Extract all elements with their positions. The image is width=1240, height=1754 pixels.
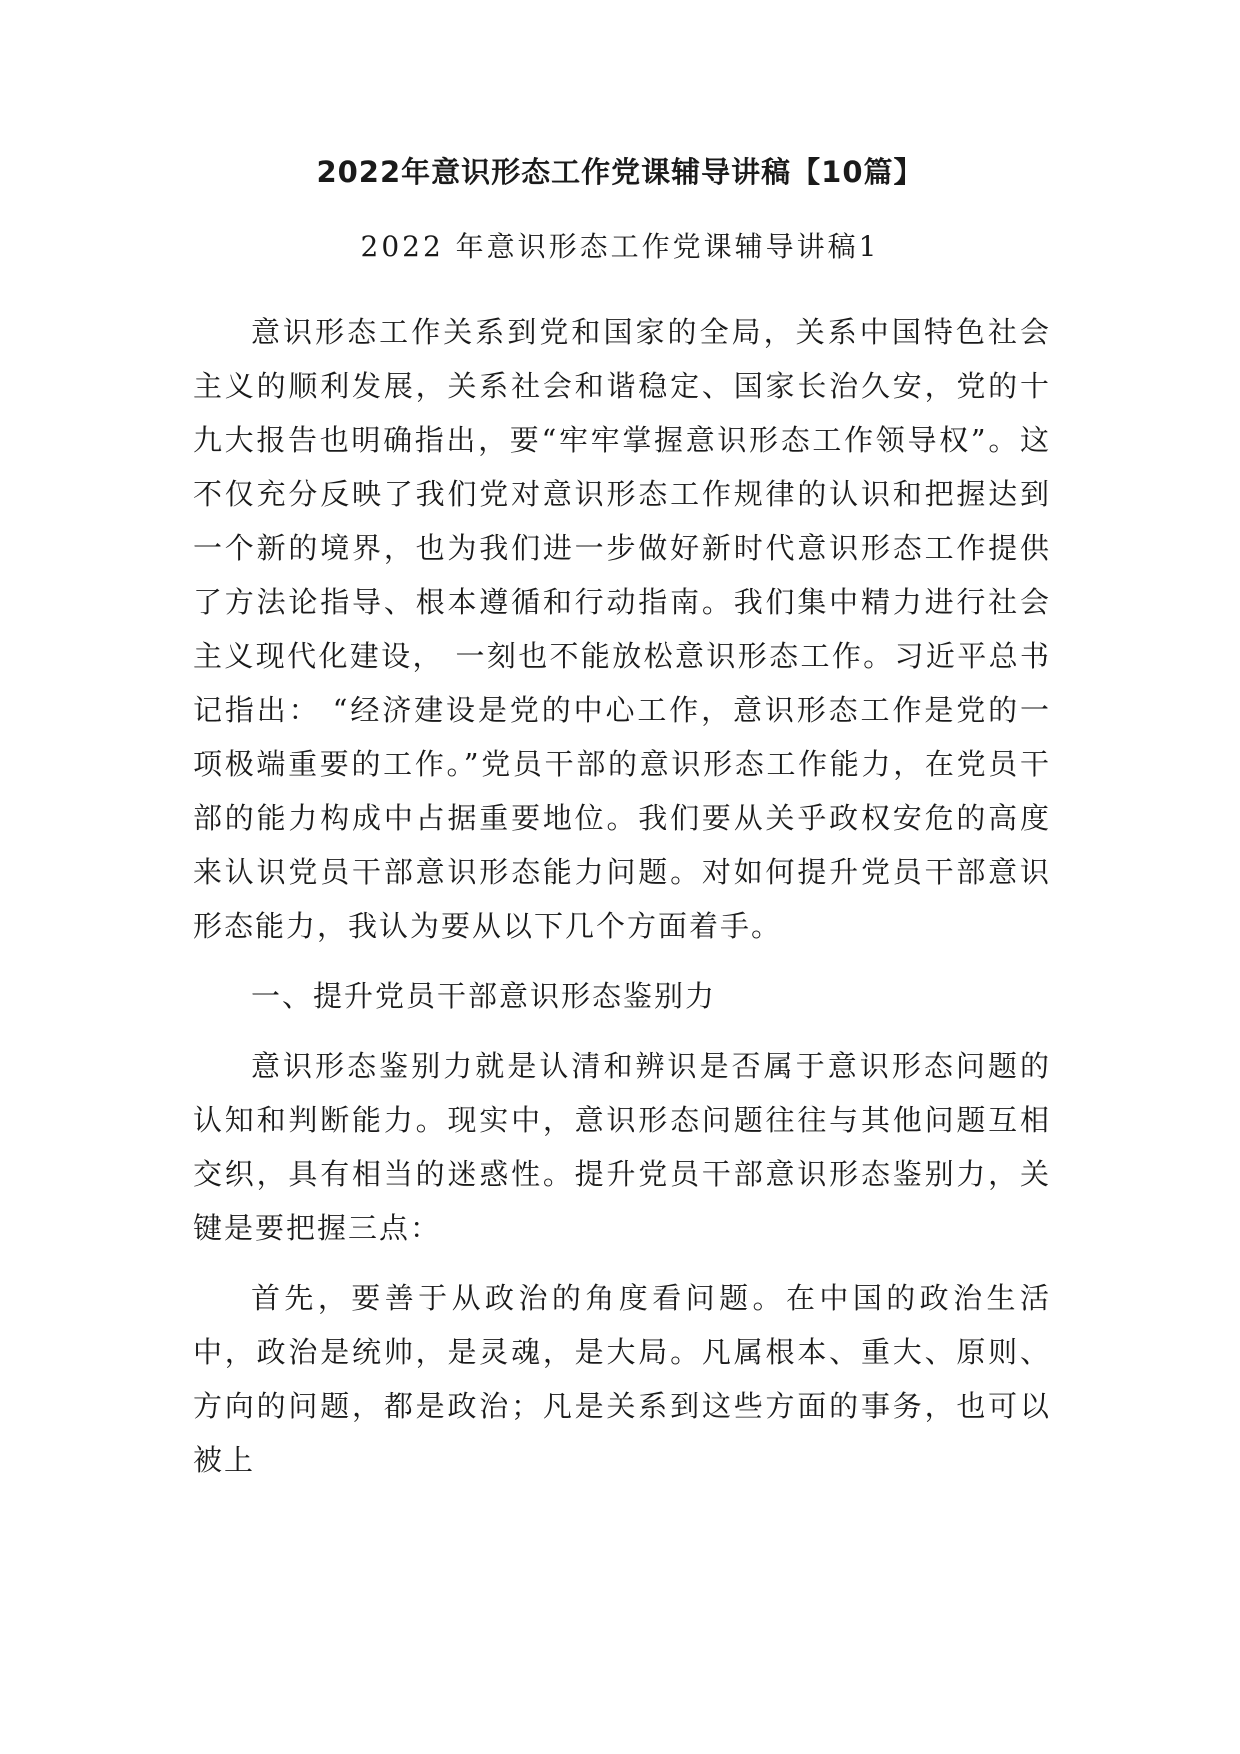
paragraph-intro: 意识形态工作关系到党和国家的全局，关系中国特色社会主义的顺利发展，关系社会和谐稳定、国家长治久安，党的十九大报告也明确指出，要“牢牢掌握意识形态工作领导权”。这不仅充分反映了我们党对意识形态工作规律的认识和把握达到一个新的境界，也为我们进一步做好新时代意识形态工作提供了方法论指导、根本遵循和行动指南。我们集中精力进行社会主义现代化建设， 一刻也不能放松意识形态工作。习近平总书记指出： “经济建设是党的中心工作，意识形态工作是党的一项极端重要的工作。”党员干部的意识形态工作能力，在党员干部的能力构成中占据重要地位。我们要从关乎政权安危的高度来认识党员干部意识形态能力问题。对如何提升党员干部意识形态能力，我认为要从以下几个方面着手。 bbox=[193, 315, 1051, 943]
paragraph-discernment: 意识形态鉴别力就是认清和辨识是否属于意识形态问题的认知和判断能力。现实中，意识形态问题往往与其他问题互相交织，具有相当的迷惑性。提升党员干部意识形态鉴别力，关键是要把握三点： bbox=[193, 1049, 1051, 1245]
body-text bbox=[193, 305, 1051, 1503]
paragraph-first-point: 首先，要善于从政治的角度看问题。在中国的政治生活中，政治是统帅，是灵魂，是大局。凡属根本、重大、原则、方向的问题，都是政治；凡是关系到这些方面的事务，也可以被上 bbox=[193, 1281, 1051, 1477]
section-subtitle: 2022 年意识形态工作党课辅导讲稿1 bbox=[360, 230, 880, 263]
section-heading-1: 一、提升党员干部意识形态鉴别力 bbox=[251, 979, 717, 1013]
document-title: 2022年意识形态工作党课辅导讲稿【10篇】 bbox=[316, 155, 924, 189]
